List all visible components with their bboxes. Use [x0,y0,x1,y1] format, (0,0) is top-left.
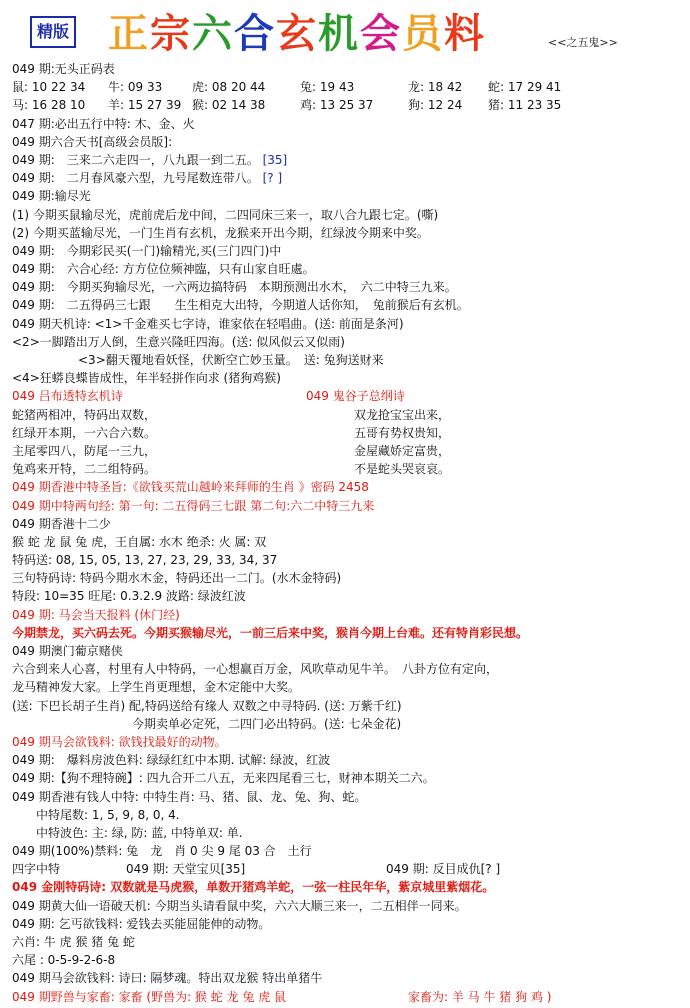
line-macau-1: 六合到来人心喜，村里有人中特码，一心想赢百万金，风吹草动见牛羊。 八卦方位有定向， [12,662,499,677]
line-two-five: 049 期: 二五得码三七跟 生生相克大出特，今期道人话你知， 兔前猴后有玄机。 [12,298,469,313]
line-poem-4: <4>狂蟒良蝶皆成性，年半轻拼作向求 (猪狗鸡猴) [12,371,281,386]
line-forbid: 今期禁龙，买六码去死。今期买猴输尽光，一前三后来中奖，猴肖今期上台难。还有特肖彩民想。 [12,625,529,640]
line-heaven-book: 049 期六合天书[高级会员版]: [12,134,173,149]
line-hk-twelve: 049 期香港十二少 [12,516,111,531]
title-char: 料 [444,11,486,57]
line-five-elements: 047 期:必出五行中特: 木、金、火 [12,116,195,131]
heading-lvbu: 049 吕布透特玄机诗 [12,389,123,404]
four-word-1: 049 期: 天堂宝贝[35] [126,862,246,877]
line-six-tail: 六尾 : 0-5-9-2-6-8 [12,953,116,968]
poem-headings [12,387,684,405]
line-six-zodiac: 六肖: 牛 虎 猴 猪 兔 蛇 [12,935,135,949]
author-tag: <<之五鬼>> [548,36,618,49]
title-char: 宗 [150,11,192,57]
four-word-2: 049 期: 反目成仇[? ] [386,862,501,877]
line-macau-3: (送: 下巴长胡子生肖) 配,特码送给有缘人 双数之中寻特码. (送: 万紫千红) [12,698,402,713]
line-dream: 049 期马会欲钱料: 诗曰: 隔梦魂。特出双龙猴 特出单猪牛 [12,971,323,986]
line-money-wish: 049 期马会欲钱料: 欲钱找最好的动物。 [12,734,227,749]
line-beggar: 049 期: 乞丐欲钱料: 爱钱去买能屈能伸的动物。 [12,916,271,931]
line-two-verses: 049 期中特两句经: 第一句: 二五得码三七跟 第二句:六二中特三九来 [12,498,375,513]
four-word-label: 四字中特 [12,862,61,877]
line-macau: 049 期澳门葡京赌侠 [12,644,123,658]
zodiac-cell: 兔: 19 43 [300,80,355,95]
line-poem-3: <3>翻天覆地看妖怪，伏断空亡妙玉量。 送: 兔狗送财来 [78,353,384,367]
zodiac-cell: 牛: 09 33 [108,80,163,95]
title-char: 六 [192,11,234,57]
line-macau-2: 龙马精神发大家。上学生肖更理想，金木定能中大奖。 [12,680,301,695]
line-wong-tai-sin: 049 期黄大仙一语破天机: 今期当头请看鼠中奖，六六大顺三来一，二五相伴一同来。 [12,898,467,913]
zodiac-cell: 猴: 02 14 38 [192,98,266,113]
line-lose-all-1: (1) 今期买鼠输尽光，虎前虎后龙中间，二四同床三来一，取八合九跟七定。(嘶) [12,207,439,222]
poem-pair-row [12,442,684,460]
line-edict: 049 期香港中特圣旨:《欲钱买荒山越岭来拜师的生肖 》密码 2458 [12,480,369,495]
line-door: 049 期: 今期彩民买(一门)输精光,买(三门四门)中 [12,243,282,258]
livestock-part: 家畜为: 羊 马 牛 猪 狗 鸡 ) [408,989,552,1004]
poem-pair-row [12,424,684,442]
zodiac-cell: 马: 16 28 10 [12,98,86,113]
line-tail-numbers: 中特尾数: 1, 5, 9, 8, 0, 4. [36,807,180,822]
title-char: 合 [234,11,276,57]
zodiac-cell: 鸡: 13 25 37 [300,98,374,113]
poem-right: 双龙抢宝宝出来， [354,407,451,422]
poem-pair-row [12,460,684,478]
answer-tag: [35] [262,152,288,167]
line-beast-livestock [12,988,684,1006]
zodiac-row-1 [12,78,684,96]
line-dog-bowl: 049 期:【狗不理特碗】: 四九合开二八五，无来四尾看三七，财神本期关二六。 [12,771,435,786]
line-heaven-book-2 [12,169,684,187]
line-vajra: 049 金刚特码诗: 双数就是马虎猴，单数开猪鸡羊蛇，一弦一柱民年华，紫京城里紫烟花。 [12,880,495,895]
zodiac-cell: 龙: 18 42 [408,80,463,95]
poem-left: 主尾零四八，防尾一三九， [12,443,157,458]
line-zodiac-pick: 猴 蛇 龙 鼠 兔 虎，王自属: 水木 绝杀: 火 属: 双 [12,534,267,549]
title-char: 机 [318,11,360,57]
poem-right: 金屋藏娇定富贵， [354,443,451,458]
line-wave-color: 049 期: 爆料房波色料: 绿绿红红中本期. 试解: 绿波，红波 [12,753,331,768]
title-char: 正 [108,11,150,57]
verse: 049 期: 三来二六走四一，八九跟一到二五。 [12,152,259,167]
line-lose-all-2: (2) 今期买蓝输尽光，一门生肖有玄机，龙猴来开出今期，红绿波今期来中奖。 [12,225,429,240]
line-heaven-book-1 [12,151,684,169]
title-char: 员 [402,11,444,57]
edition-badge: 精版 [30,16,76,48]
poem-right: 五哥有势权贵知， [354,425,451,440]
document-body [12,60,684,1006]
line-four-word [12,860,684,878]
verse: 049 期: 二月春风豪六型，九号尾数连带八。 [12,171,259,186]
poem-left: 蛇猪两相冲，特码出双数， [12,407,157,422]
line-jockey-report: 049 期: 马会当天报料 (休门经) [12,607,180,622]
heading-guiguzi: 049 鬼谷子总纲诗 [306,389,405,404]
header [0,0,690,58]
zodiac-cell: 鼠: 10 22 34 [12,80,86,95]
line-poem-2: <2>一脚踏出万人倒，生意兴隆旺四海。(送: 似风似云又似雨) [12,334,345,349]
line-three-verse: 三句特码诗: 特码今期水木金，特码还出一二门。(水木金特码) [12,571,342,586]
page-title [108,2,486,59]
zodiac-cell: 羊: 15 27 39 [108,98,182,113]
line-lose-all: 049 期:输尽光 [12,189,91,204]
line-dog: 049 期: 今期买狗输尽光，一六两边搞特码 本期预测出水木， 六二中特三九来。 [12,280,457,295]
line-headless-table: 049 期:无头正码表 [12,62,115,76]
answer-tag: [? ] [262,171,283,186]
line-code-list: 特码送: 08, 15, 05, 13, 27, 23, 29, 33, 34, 37 [12,553,278,568]
line-poem-1: 049 期天机诗: <1>千金难买七字诗，谁家依在轻唱曲。(送: 前面是条河) [12,316,404,331]
line-segment: 特段: 10=35 旺尾: 0.3.2.9 波路: 绿波红波 [12,589,246,604]
poem-left: 兔鸡来开特，二二组特码。 [12,462,157,477]
poem-pair-row [12,406,684,424]
line-forbidden: 049 期(100%)禁料: 兔 龙 肖 0 尖 9 尾 03 合 土行 [12,844,312,859]
zodiac-cell: 狗: 12 24 [408,98,463,113]
poem-right: 不是蛇头哭哀哀。 [354,462,451,477]
zodiac-cell: 蛇: 17 29 41 [488,80,562,95]
title-char: 会 [360,11,402,57]
line-wave: 中特波色: 主: 绿, 防: 蓝, 中特单双: 单. [36,825,243,840]
beast-part: 049 期野兽与家畜: 家畜 (野兽为: 猴 蛇 龙 兔 虎 鼠 [12,989,287,1004]
title-char: 玄 [276,11,318,57]
line-macau-4: 今期卖单必定死，二四门必出特码。(送: 七朵金花) [132,716,402,731]
zodiac-cell: 猪: 11 23 35 [488,98,562,113]
poem-left: 红绿开本期，一六合六数。 [12,425,157,440]
zodiac-row-2 [12,96,684,114]
line-heart-sutra: 049 期: 六合心经: 方方位位频神臨，只有山家自旺處。 [12,262,315,277]
zodiac-cell: 虎: 08 20 44 [192,80,266,95]
line-rich-man: 049 期香港有钱人中特: 中特生肖: 马、猪、鼠、龙、兔、狗、蛇。 [12,789,367,804]
